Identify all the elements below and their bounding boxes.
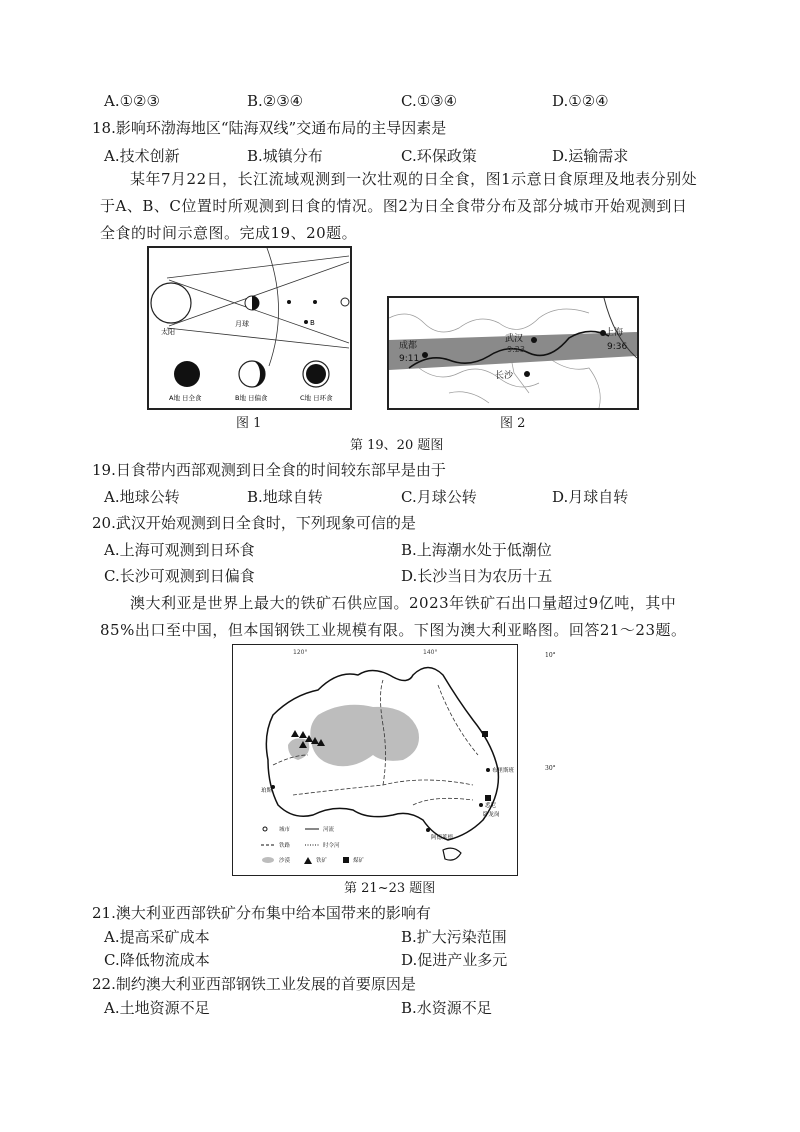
q17-option-a: A.①②③: [104, 92, 160, 110]
total-eclipse-icon: [174, 361, 200, 387]
q19-option-a: A.地球公转: [104, 488, 180, 506]
point-b-label: B: [310, 319, 315, 327]
sun-icon: [151, 283, 191, 323]
annular-eclipse-icon: [306, 364, 326, 384]
svg-text:铁路: 铁路: [279, 843, 291, 849]
svg-text:煤矿: 煤矿: [353, 858, 365, 864]
lat-label-30: 30°: [545, 765, 556, 772]
q18-stem: 18.影响环渤海地区“陆海双线”交通布局的主导因素是: [92, 119, 447, 137]
figure-2-totality-map: [387, 296, 639, 410]
q19-option-b: B.地球自转: [247, 488, 323, 506]
city-changsha: 长沙: [495, 371, 514, 381]
q20-option-a: A.上海可观测到日环食: [104, 541, 255, 559]
q21-option-b: B.扩大污染范围: [401, 928, 507, 946]
q17-option-c: C.①③④: [401, 92, 458, 110]
q20-option-d: D.长沙当日为农历十五: [401, 567, 553, 585]
svg-text:沙漠: 沙漠: [279, 858, 291, 864]
time-wuhan: 9:23: [507, 345, 525, 354]
q20-stem: 20.武汉开始观测到日全食时，下列现象可信的是: [92, 514, 416, 532]
a-eclipse-label: A地 日全食: [169, 394, 202, 402]
q19-option-c: C.月球公转: [401, 488, 477, 506]
time-shanghai: 9:36: [607, 342, 628, 352]
tasmania-outline: [443, 848, 461, 860]
c-eclipse-label: C地 日环食: [300, 394, 333, 402]
figure-2-caption: 图 2: [500, 416, 526, 431]
q21-stem: 21.澳大利亚西部铁矿分布集中给本国带来的影响有: [92, 904, 431, 922]
q20-option-b: B.上海潮水处于低潮位: [401, 541, 552, 559]
city-shanghai: 上海: [605, 328, 624, 338]
moon-label: 月球: [235, 320, 249, 328]
q18-option-b: B.城镇分布: [247, 147, 323, 165]
place-sydney: 悉尼: [485, 803, 497, 809]
moon-icon: [252, 296, 259, 310]
figure-21-23-caption: 第 21~23 题图: [344, 881, 436, 896]
svg-text:河流: 河流: [323, 827, 335, 833]
q18-option-a: A.技术创新: [104, 147, 180, 165]
figure-1-caption: 图 1: [236, 416, 262, 431]
time-chengdu: 9:11: [399, 354, 420, 364]
q21-option-c: C.降低物流成本: [104, 951, 210, 969]
svg-text:铁矿: 铁矿: [316, 858, 328, 864]
australia-map: [232, 644, 518, 876]
q21-option-a: A.提高采矿成本: [104, 928, 210, 946]
q22-stem: 22.制约澳大利亚西部钢铁工业发展的首要原因是: [92, 975, 416, 993]
place-wollongong: 卧龙岗: [483, 812, 500, 818]
city-wuhan: 武汉: [505, 334, 524, 344]
passage-21-23: 澳大利亚是世界上最大的铁矿石供应国。2023年铁矿石出口量超过9亿吨，其中85%出口至中国，但本国钢铁工业规模有限。下图为澳大利亚略图。回答21～23题。: [100, 594, 687, 639]
lon-label-140: 140°: [423, 649, 438, 656]
q19-stem: 19.日食带内西部观测到日全食的时间较东部早是由于: [92, 461, 446, 479]
lon-label-120: 120°: [293, 649, 308, 656]
q18-option-c: C.环保政策: [401, 147, 477, 165]
sun-label: 太阳: [161, 328, 175, 336]
lat-label-10: 10°: [545, 652, 556, 659]
q21-option-d: D.促进产业多元: [401, 951, 508, 969]
place-perth: 珀斯: [261, 788, 273, 794]
svg-text:时令河: 时令河: [323, 843, 340, 849]
map-legend: [261, 825, 365, 864]
desert-area: [310, 705, 419, 766]
b-eclipse-label: B地 日偏食: [235, 394, 268, 402]
place-adelaide: 阿德莱德: [431, 835, 454, 841]
q18-option-d: D.运输需求: [552, 147, 629, 165]
place-brisbane: 布里斯班: [492, 768, 515, 774]
q17-option-b: B.②③④: [247, 92, 304, 110]
q17-option-d: D.①②④: [552, 92, 609, 110]
q20-option-c: C.长沙可观测到日偏食: [104, 567, 255, 585]
q22-option-b: B.水资源不足: [401, 999, 492, 1017]
city-chengdu: 成都: [399, 341, 418, 351]
passage-19-20: 某年7月22日，长江流域观测到一次壮观的日全食，图1示意日食原理及地表分别处于A、B、C位置时所观测到日食的情况。图2为日全食带分布及部分城市开始观测到日全食的时间示意图。完成19、20题。: [100, 170, 698, 242]
q19-option-d: D.月球自转: [552, 488, 629, 506]
q22-option-a: A.土地资源不足: [104, 999, 210, 1017]
svg-text:城市: 城市: [279, 827, 291, 833]
figure-19-20-caption: 第 19、20 题图: [350, 438, 444, 453]
figure-1-eclipse-principle: [147, 246, 352, 410]
